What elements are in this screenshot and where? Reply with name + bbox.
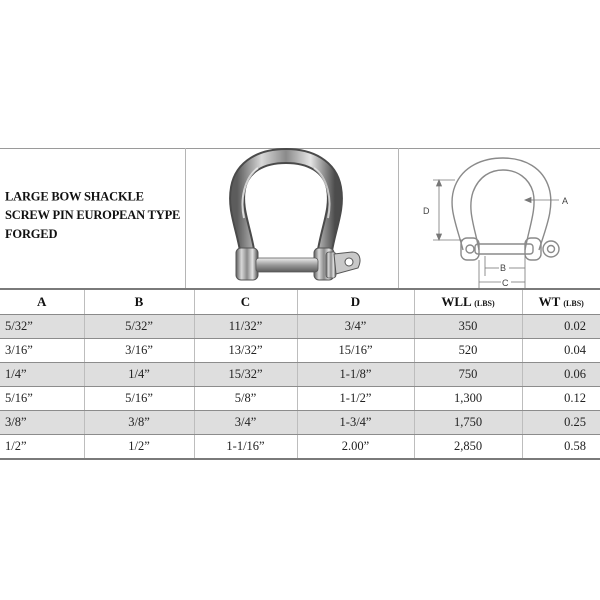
wll-unit: (LBS) (474, 299, 495, 308)
cell-c: 5/8” (194, 387, 297, 411)
cell-d: 3/4” (297, 315, 414, 339)
cell-c: 13/32” (194, 339, 297, 363)
cell-a: 5/16” (0, 387, 84, 411)
diagram-label-d: D (423, 206, 430, 216)
cell-wll: 750 (414, 363, 522, 387)
cell-d: 2.00” (297, 435, 414, 460)
column-header-a: A (0, 289, 84, 315)
table-row (0, 411, 600, 435)
shackle-diagram (399, 148, 600, 290)
cell-b: 3/8” (84, 411, 194, 435)
table-row (0, 339, 600, 363)
cell-wt: 0.06 (522, 363, 600, 387)
table-row (0, 315, 600, 339)
wt-unit: (LBS) (563, 299, 584, 308)
product-photo-cell (186, 148, 398, 290)
cell-wll: 1,750 (414, 411, 522, 435)
table-row (0, 387, 600, 411)
cell-wll: 1,300 (414, 387, 522, 411)
column-header-b: B (84, 289, 194, 315)
diagram-label-b: B (500, 263, 507, 273)
shackle-photo (186, 148, 398, 290)
table-header-row (0, 289, 600, 315)
cell-a: 5/32” (0, 315, 84, 339)
cell-b: 5/16” (84, 387, 194, 411)
cell-wt: 0.12 (522, 387, 600, 411)
cell-c: 15/32” (194, 363, 297, 387)
product-title: LARGE BOW SHACKLE SCREW PIN EUROPEAN TYPE FORGED (5, 188, 181, 242)
spec-table (0, 288, 600, 460)
cell-b: 1/4” (84, 363, 194, 387)
diagram-label-c: C (502, 278, 509, 288)
cell-b: 5/32” (84, 315, 194, 339)
column-header-c: C (194, 289, 297, 315)
cell-b: 1/2” (84, 435, 194, 460)
cell-a: 1/4” (0, 363, 84, 387)
cell-b: 3/16” (84, 339, 194, 363)
table-body (0, 315, 600, 460)
cell-d: 1-3/4” (297, 411, 414, 435)
cell-wll: 350 (414, 315, 522, 339)
cell-wt: 0.25 (522, 411, 600, 435)
cell-c: 11/32” (194, 315, 297, 339)
table-row (0, 435, 600, 460)
cell-d: 1-1/2” (297, 387, 414, 411)
cell-a: 3/8” (0, 411, 84, 435)
cell-a: 3/16” (0, 339, 84, 363)
cell-wt: 0.02 (522, 315, 600, 339)
cell-wt: 0.58 (522, 435, 600, 460)
cell-wll: 2,850 (414, 435, 522, 460)
column-header-wt: WT (LBS) (522, 289, 600, 315)
cell-c: 3/4” (194, 411, 297, 435)
product-header (0, 148, 600, 290)
cell-a: 1/2” (0, 435, 84, 460)
cell-d: 15/16” (297, 339, 414, 363)
dimension-diagram-cell (399, 148, 600, 290)
cell-wll: 520 (414, 339, 522, 363)
column-header-d: D (297, 289, 414, 315)
cell-wt: 0.04 (522, 339, 600, 363)
diagram-label-a: A (562, 196, 569, 206)
table-row (0, 363, 600, 387)
column-header-wll: WLL (LBS) (414, 289, 522, 315)
cell-d: 1-1/8” (297, 363, 414, 387)
title-cell (0, 148, 185, 290)
cell-c: 1-1/16” (194, 435, 297, 460)
